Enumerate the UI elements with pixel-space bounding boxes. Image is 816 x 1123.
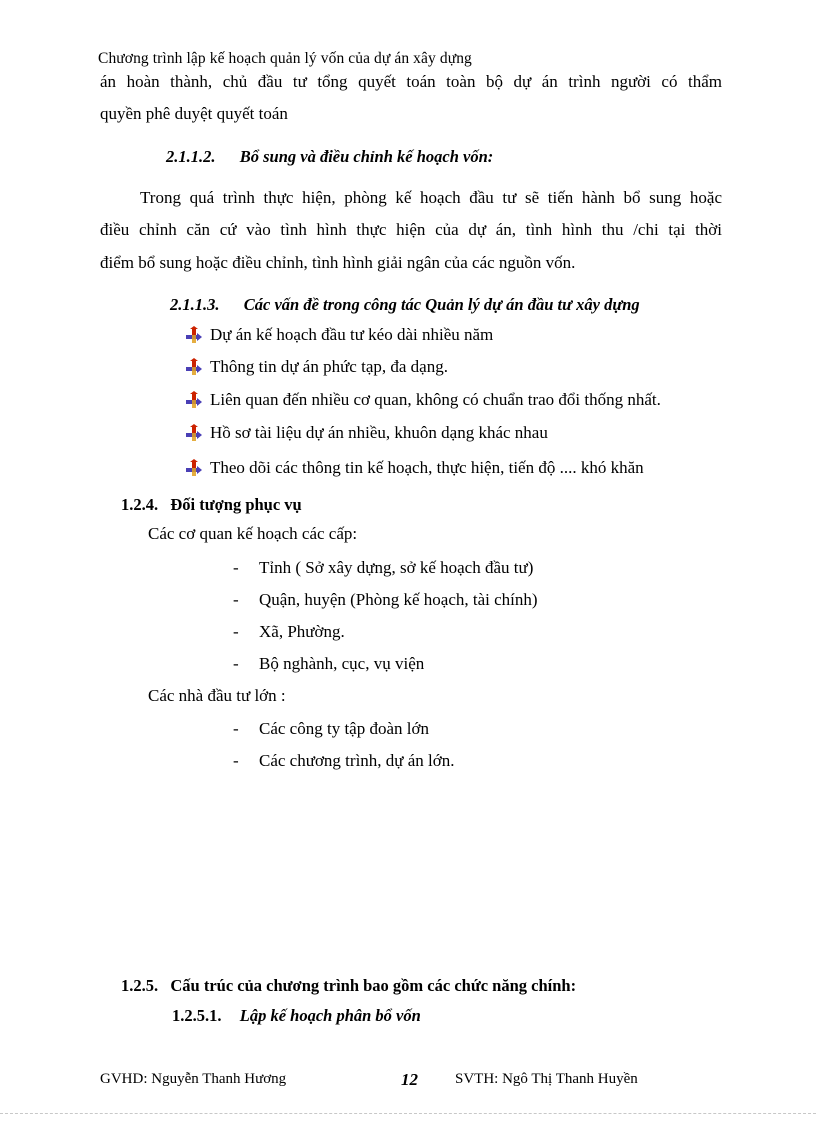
dash-item-text: Bộ nghành, cục, vụ viện xyxy=(259,654,425,673)
heading-2113 xyxy=(170,295,640,315)
dash-marker: - xyxy=(233,590,239,609)
dash-item-text: Tỉnh ( Sở xây dựng, sở kế hoạch đầu tư) xyxy=(259,558,534,577)
bullet-text: Theo dõi các thông tin kế hoạch, thực hiện, tiến độ .... khó khăn xyxy=(210,458,644,477)
paragraph-2112-line-2: điều chỉnh căn cứ vào tình hình thực hiện của dự án, tình hình thu /chi tại thời xyxy=(100,220,722,239)
paragraph-2112-line-3: điểm bổ sung hoặc điều chỉnh, tình hình giải ngân của các nguồn vốn. xyxy=(100,253,576,272)
bullet-text: Thông tin dự án phức tạp, đa dạng. xyxy=(210,357,448,376)
bullet-item xyxy=(185,458,644,478)
bullet-text: Hồ sơ tài liệu dự án nhiều, khuôn dạng khác nhau xyxy=(210,423,548,442)
bullet-item xyxy=(185,325,493,345)
heading-1251 xyxy=(172,1006,421,1026)
dash-marker: - xyxy=(233,622,239,641)
heading-2112-number: 2.1.1.2. xyxy=(166,147,216,166)
arrow-cross-icon xyxy=(185,391,203,409)
heading-2112 xyxy=(166,147,493,167)
page-number: 12 xyxy=(401,1070,418,1089)
heading-125-title: Cấu trúc của chương trình bao gồm các chức năng chính: xyxy=(170,976,577,995)
heading-125-number: 1.2.5. xyxy=(121,976,159,995)
intro-line-2: quyền phê duyệt quyết toán xyxy=(100,104,288,123)
arrow-cross-icon xyxy=(185,459,203,477)
dash-item-text: Xã, Phường. xyxy=(259,622,345,641)
footer-advisor: GVHD: Nguyễn Thanh Hương xyxy=(100,1071,287,1087)
footer-student: SVTH: Ngô Thị Thanh Huyền xyxy=(455,1071,638,1087)
page-bottom-divider xyxy=(0,1113,816,1114)
heading-2113-number: 2.1.1.3. xyxy=(170,295,220,314)
dash-item-text: Quận, huyện (Phòng kế hoạch, tài chính) xyxy=(259,590,538,609)
bullet-item xyxy=(185,390,661,410)
arrow-cross-icon xyxy=(185,424,203,442)
arrow-cross-icon xyxy=(185,358,203,376)
arrow-cross-icon xyxy=(185,326,203,344)
dash-item-text: Các công ty tập đoàn lớn xyxy=(259,719,429,738)
dash-marker: - xyxy=(233,558,239,577)
bullet-item xyxy=(185,357,448,377)
paragraph-2112-line-1: Trong quá trình thực hiện, phòng kế hoạch đầu tư sẽ tiến hành bổ sung hoặc xyxy=(140,188,722,207)
heading-124 xyxy=(121,495,302,515)
heading-2112-title: Bổ sung và điều chỉnh kế hoạch vốn: xyxy=(239,147,494,166)
heading-2113-title: Các vấn đề trong công tác Quản lý dự án đầu tư xây dựng xyxy=(243,295,640,314)
heading-125 xyxy=(121,976,576,996)
heading-124-number: 1.2.4. xyxy=(121,495,159,514)
heading-124-title: Đối tượng phục vụ xyxy=(170,495,302,514)
bullet-item xyxy=(185,423,548,443)
intro-line-1: án hoàn thành, chủ đầu tư tổng quyết toán toàn bộ dự án trình người có thẩm xyxy=(100,72,722,91)
running-header: Chương trình lập kế hoạch quản lý vốn của dự án xây dựng xyxy=(98,50,472,67)
bullet-text: Dự án kế hoạch đầu tư kéo dài nhiều năm xyxy=(210,325,494,344)
heading-1251-number: 1.2.5.1. xyxy=(172,1006,222,1025)
dash-marker: - xyxy=(233,654,239,673)
dash-marker: - xyxy=(233,751,239,770)
dash-item-text: Các chương trình, dự án lớn. xyxy=(259,751,455,770)
bullet-text: Liên quan đến nhiều cơ quan, không có chuẩn trao đổi thống nhất. xyxy=(210,390,661,409)
dash-marker: - xyxy=(233,719,239,738)
heading-1251-title: Lập kế hoạch phân bổ vốn xyxy=(239,1006,421,1025)
group-label-investors: Các nhà đầu tư lớn : xyxy=(148,686,286,705)
group-label-planning-agencies: Các cơ quan kế hoạch các cấp: xyxy=(148,524,358,543)
